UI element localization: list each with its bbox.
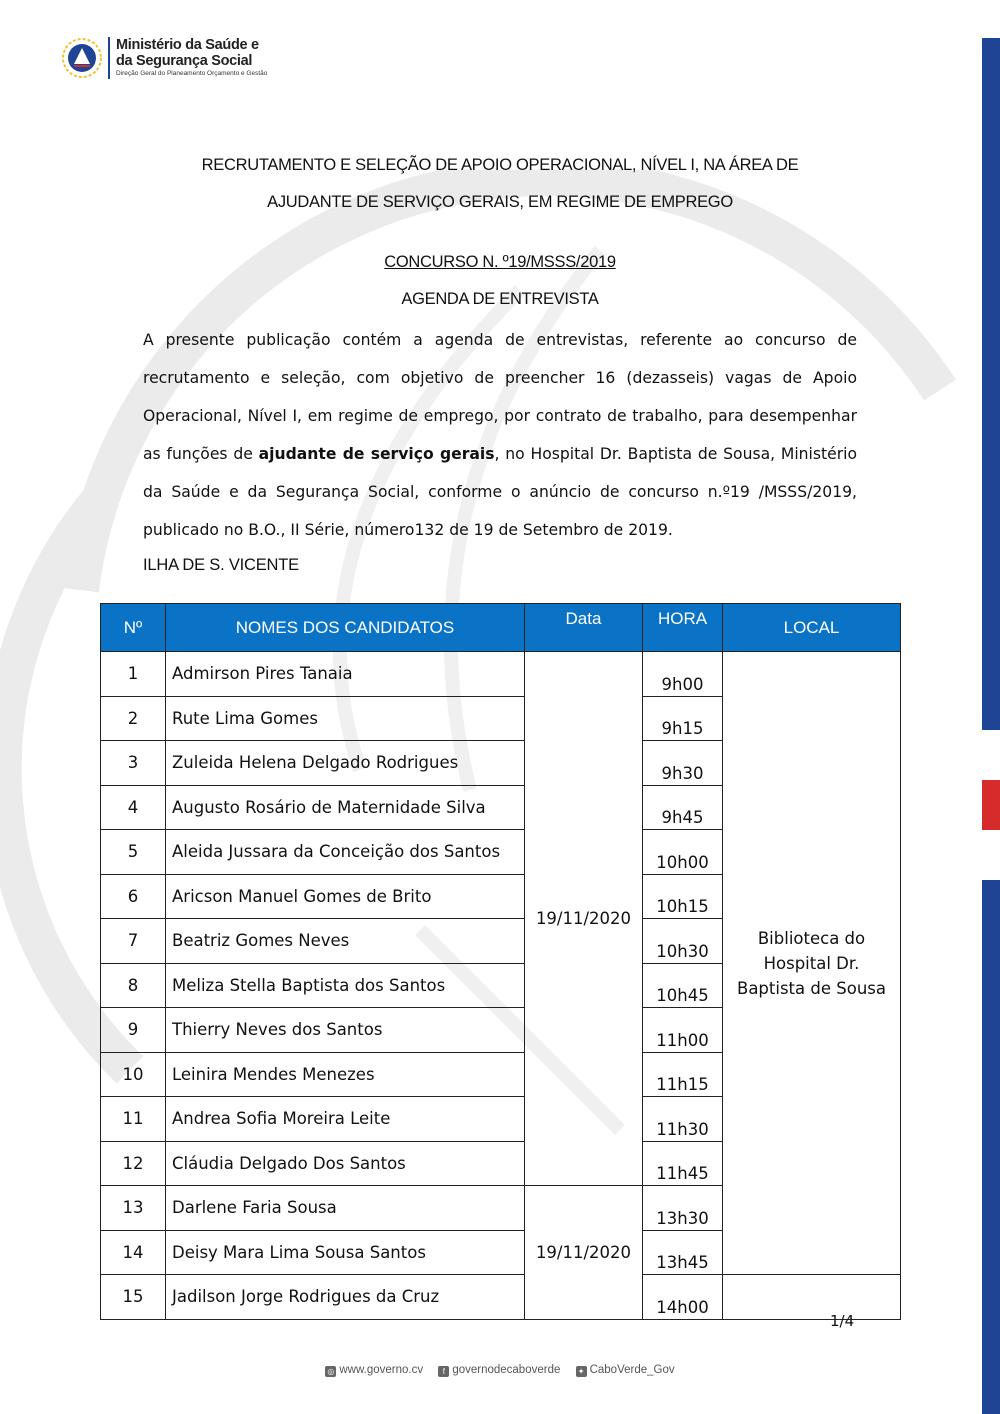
row-number: 5 <box>101 830 166 875</box>
time-cell: 11h00 <box>643 1008 723 1053</box>
row-number: 11 <box>101 1097 166 1142</box>
document-title-line1: RECRUTAMENTO E SELEÇÃO DE APOIO OPERACIONAL, NÍVEL I, NA ÁREA DE <box>201 156 799 174</box>
intro-text-end: , no Hospital Dr. Baptista de Sousa, Ministério da Saúde e da Segurança Social, conforme o anúncio de concurso n.º19 /MSSS/2019, publicado no B.O., II Série, número132 de 19 de Setembro de 2019. <box>143 445 857 539</box>
globe-icon: ◎ <box>325 1366 336 1377</box>
time-cell: 13h30 <box>643 1186 723 1231</box>
intro-text-start: A presente publicação contém a agenda de entrevistas, referente ao concurso de recrutamento e seleção, com objetivo de preencher 16 (dezasseis) vagas de Apoio Operacional, Nível I, em regime de emprego, por contrato de trabalho, para desempenhar as funções de <box>143 331 857 463</box>
candidate-name: Cláudia Delgado Dos Santos <box>166 1141 525 1186</box>
side-bar-blue-bottom <box>982 880 1000 1414</box>
date-cell: 19/11/2020 <box>525 1186 643 1320</box>
table-row <box>101 652 901 697</box>
candidate-name: Beatriz Gomes Neves <box>166 919 525 964</box>
row-number: 12 <box>101 1141 166 1186</box>
row-number: 15 <box>101 1275 166 1320</box>
intro-bold-role: ajudante de serviço gerais <box>258 445 495 463</box>
logo-divider <box>108 37 110 79</box>
footer <box>0 1364 1000 1377</box>
candidate-name: Admirson Pires Tanaia <box>166 652 525 697</box>
header-local: LOCAL <box>723 604 901 652</box>
candidate-name: Zuleida Helena Delgado Rodrigues <box>166 741 525 786</box>
time-cell: 10h00 <box>643 830 723 875</box>
time-cell: 9h30 <box>643 741 723 786</box>
row-number: 7 <box>101 919 166 964</box>
candidate-name: Aleida Jussara da Conceição dos Santos <box>166 830 525 875</box>
local-line: Baptista de Sousa <box>737 978 886 998</box>
row-number: 8 <box>101 963 166 1008</box>
side-bar-red <box>982 780 1000 830</box>
org-name-line2: da Segurança Social <box>116 52 253 69</box>
local-line: Hospital Dr. <box>763 953 860 973</box>
time-cell: 13h45 <box>643 1230 723 1275</box>
contest-number: CONCURSO N. º19/MSSS/2019 <box>384 253 616 271</box>
time-cell: 11h45 <box>643 1141 723 1186</box>
footer-facebook-text: governodecaboverde <box>452 1364 561 1376</box>
row-number: 2 <box>101 696 166 741</box>
footer-twitter-text: CaboVerde_Gov <box>589 1364 675 1376</box>
row-number: 3 <box>101 741 166 786</box>
time-cell: 10h30 <box>643 919 723 964</box>
candidate-name: Rute Lima Gomes <box>166 696 525 741</box>
ministry-logo <box>60 36 267 80</box>
table-header-row <box>101 604 901 652</box>
twitter-icon: ✦ <box>576 1366 587 1377</box>
header-name: NOMES DOS CANDIDATOS <box>166 604 525 652</box>
candidate-name: Darlene Faria Sousa <box>166 1186 525 1231</box>
time-cell: 10h15 <box>643 874 723 919</box>
candidate-name: Andrea Sofia Moreira Leite <box>166 1097 525 1142</box>
candidate-name: Meliza Stella Baptista dos Santos <box>166 963 525 1008</box>
local-line: Biblioteca do <box>757 928 866 948</box>
coat-of-arms-icon <box>60 36 104 80</box>
side-bar-blue-top <box>982 38 1000 730</box>
candidate-name: Augusto Rosário de Maternidade Silva <box>166 785 525 830</box>
island-heading: ILHA DE S. VICENTE <box>143 556 299 574</box>
candidate-name: Aricson Manuel Gomes de Brito <box>166 874 525 919</box>
local-cell-empty <box>723 1275 901 1320</box>
candidate-name: Leinira Mendes Menezes <box>166 1052 525 1097</box>
org-name-line1: Ministério da Saúde e <box>116 37 259 54</box>
time-cell: 9h00 <box>643 652 723 697</box>
footer-web[interactable] <box>325 1364 423 1376</box>
row-number: 10 <box>101 1052 166 1097</box>
interview-schedule-table <box>100 603 901 1320</box>
date-cell: 19/11/2020 <box>525 652 643 1186</box>
intro-paragraph <box>143 321 857 549</box>
row-number: 14 <box>101 1230 166 1275</box>
time-cell: 14h00 <box>643 1275 723 1320</box>
row-number: 1 <box>101 652 166 697</box>
row-number: 13 <box>101 1186 166 1231</box>
header-time: HORA <box>643 604 723 652</box>
time-cell: 10h45 <box>643 963 723 1008</box>
time-cell: 9h45 <box>643 785 723 830</box>
footer-twitter[interactable] <box>576 1364 675 1376</box>
header-date: Data <box>525 604 643 652</box>
row-number: 4 <box>101 785 166 830</box>
row-number: 9 <box>101 1008 166 1053</box>
time-cell: 9h15 <box>643 696 723 741</box>
page-number: 1/4 <box>830 1312 855 1330</box>
candidate-name: Deisy Mara Lima Sousa Santos <box>166 1230 525 1275</box>
time-cell: 11h15 <box>643 1052 723 1097</box>
header-num: Nº <box>101 604 166 652</box>
local-cell <box>723 652 901 1275</box>
table-row <box>101 1275 901 1320</box>
footer-facebook[interactable] <box>438 1364 560 1376</box>
row-number: 6 <box>101 874 166 919</box>
time-cell: 11h30 <box>643 1097 723 1142</box>
facebook-icon: f <box>438 1366 449 1377</box>
candidate-name: Thierry Neves dos Santos <box>166 1008 525 1053</box>
document-title-line2: AJUDANTE DE SERVIÇO GERAIS, EM REGIME DE EMPREGO <box>267 193 733 211</box>
agenda-heading: AGENDA DE ENTREVISTA <box>401 290 599 308</box>
candidate-name: Jadilson Jorge Rodrigues da Cruz <box>166 1275 525 1320</box>
footer-web-text: www.governo.cv <box>339 1364 424 1376</box>
org-department: Direção Geral do Planeamento Orçamento e Gestão <box>116 70 268 78</box>
